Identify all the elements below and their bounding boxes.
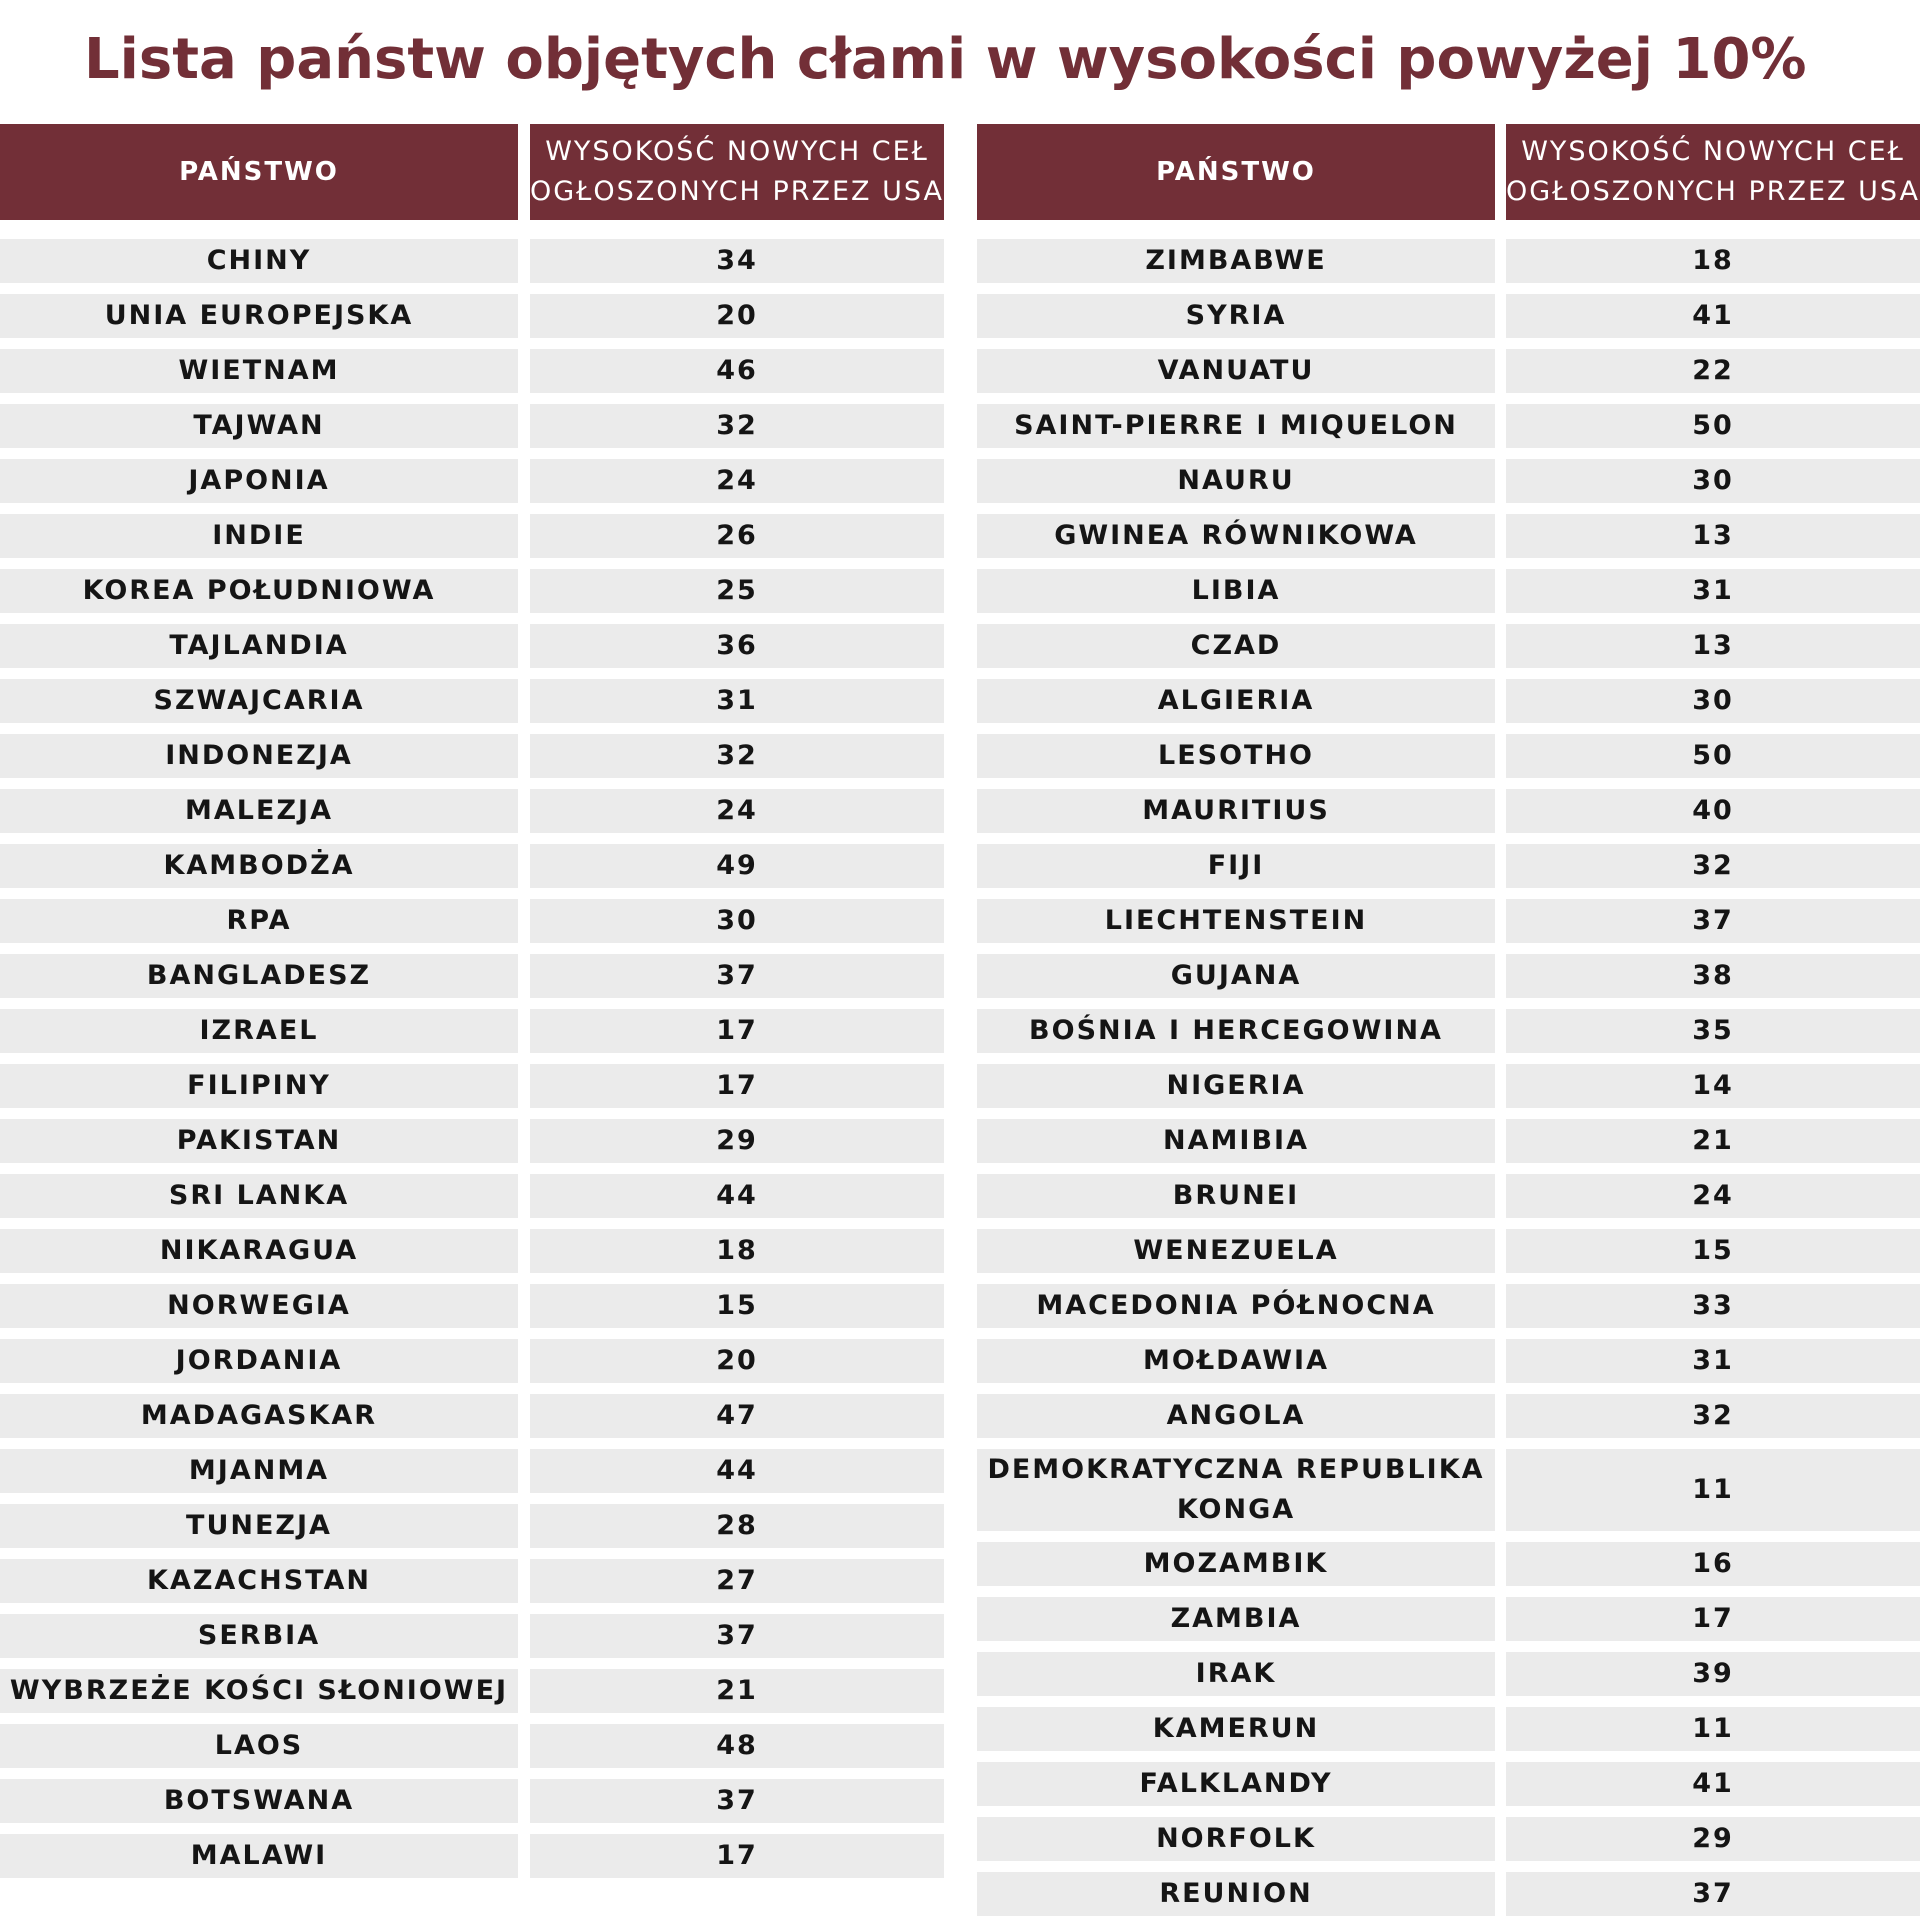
country-cell: JAPONIA xyxy=(0,459,518,503)
country-cell: WIETNAM xyxy=(0,349,518,393)
table-row xyxy=(0,294,944,338)
tariff-cell: 17 xyxy=(530,1834,944,1878)
country-cell: ZAMBIA xyxy=(977,1597,1495,1641)
tariff-cell: 16 xyxy=(1506,1542,1920,1586)
country-cell: NIGERIA xyxy=(977,1064,1495,1108)
table-row xyxy=(977,679,1920,723)
page-title: Lista państw objętych cłami w wysokości powyżej 10% xyxy=(84,27,1807,92)
tariff-cell: 32 xyxy=(530,404,944,448)
tariff-cell: 17 xyxy=(530,1009,944,1053)
tariff-cell: 20 xyxy=(530,1339,944,1383)
country-cell: TAJWAN xyxy=(0,404,518,448)
country-cell: ZIMBABWE xyxy=(977,239,1495,283)
table-row xyxy=(977,239,1920,283)
table-row xyxy=(0,679,944,723)
country-cell: KAMERUN xyxy=(977,1707,1495,1751)
country-cell: RPA xyxy=(0,899,518,943)
table-row xyxy=(0,899,944,943)
country-cell: NORFOLK xyxy=(977,1817,1495,1861)
tariff-cell: 17 xyxy=(530,1064,944,1108)
country-cell: MOZAMBIK xyxy=(977,1542,1495,1586)
tariff-cell: 21 xyxy=(530,1669,944,1713)
country-cell: NIKARAGUA xyxy=(0,1229,518,1273)
country-cell: NAURU xyxy=(977,459,1495,503)
table-body xyxy=(977,239,1920,1916)
tariff-cell: 18 xyxy=(530,1229,944,1273)
table-row xyxy=(977,1229,1920,1273)
table-row xyxy=(0,459,944,503)
country-cell: FALKLANDY xyxy=(977,1762,1495,1806)
tariff-table-left xyxy=(0,124,944,1889)
table-row xyxy=(0,1119,944,1163)
table-row xyxy=(977,844,1920,888)
tariff-cell: 31 xyxy=(1506,569,1920,613)
country-cell: SZWAJCARIA xyxy=(0,679,518,723)
table-row xyxy=(0,404,944,448)
tariff-cell: 24 xyxy=(1506,1174,1920,1218)
country-cell: FIJI xyxy=(977,844,1495,888)
tariff-cell: 40 xyxy=(1506,789,1920,833)
table-row xyxy=(977,1597,1920,1641)
table-row xyxy=(977,624,1920,668)
tariff-cell: 29 xyxy=(1506,1817,1920,1861)
country-cell: NORWEGIA xyxy=(0,1284,518,1328)
table-row xyxy=(977,1174,1920,1218)
tariff-cell: 21 xyxy=(1506,1119,1920,1163)
country-cell: MALAWI xyxy=(0,1834,518,1878)
table-row xyxy=(977,1707,1920,1751)
country-cell: LIECHTENSTEIN xyxy=(977,899,1495,943)
table-row xyxy=(0,954,944,998)
country-cell: GUJANA xyxy=(977,954,1495,998)
tariff-cell: 41 xyxy=(1506,1762,1920,1806)
table-row xyxy=(977,1652,1920,1696)
country-cell: INDIE xyxy=(0,514,518,558)
tariff-cell: 30 xyxy=(1506,459,1920,503)
country-cell: FILIPINY xyxy=(0,1064,518,1108)
country-cell: WENEZUELA xyxy=(977,1229,1495,1273)
country-cell: JORDANIA xyxy=(0,1339,518,1383)
tariff-cell: 47 xyxy=(530,1394,944,1438)
table-row xyxy=(977,404,1920,448)
table-row xyxy=(977,294,1920,338)
country-cell: LESOTHO xyxy=(977,734,1495,778)
table-row xyxy=(0,1559,944,1603)
tariff-cell: 31 xyxy=(530,679,944,723)
tariff-cell: 46 xyxy=(530,349,944,393)
table-row xyxy=(977,1542,1920,1586)
tariff-cell: 15 xyxy=(1506,1229,1920,1273)
country-cell: IZRAEL xyxy=(0,1009,518,1053)
table-row xyxy=(0,569,944,613)
table-row xyxy=(0,1614,944,1658)
country-cell: MOŁDAWIA xyxy=(977,1339,1495,1383)
tariff-cell: 28 xyxy=(530,1504,944,1548)
tariff-cell: 25 xyxy=(530,569,944,613)
table-row xyxy=(977,1817,1920,1861)
table-row xyxy=(0,734,944,778)
table-row xyxy=(977,1119,1920,1163)
table-row xyxy=(0,239,944,283)
tariff-cell: 24 xyxy=(530,789,944,833)
table-row xyxy=(977,1284,1920,1328)
table-row xyxy=(0,624,944,668)
tariff-cell: 44 xyxy=(530,1449,944,1493)
country-cell: REUNION xyxy=(977,1872,1495,1916)
tariff-cell: 11 xyxy=(1506,1707,1920,1751)
table-row xyxy=(977,789,1920,833)
table-row xyxy=(977,734,1920,778)
tariff-cell: 37 xyxy=(530,954,944,998)
tariff-cell: 48 xyxy=(530,1724,944,1768)
tariff-cell: 20 xyxy=(530,294,944,338)
tariff-cell: 27 xyxy=(530,1559,944,1603)
tariff-cell: 18 xyxy=(1506,239,1920,283)
table-row xyxy=(977,1449,1920,1531)
table-row xyxy=(977,1009,1920,1053)
tariff-cell: 30 xyxy=(1506,679,1920,723)
table-row xyxy=(0,844,944,888)
country-cell: KAMBODŻA xyxy=(0,844,518,888)
table-row xyxy=(0,1504,944,1548)
tariff-cell: 32 xyxy=(1506,844,1920,888)
table-row xyxy=(0,1284,944,1328)
table-row xyxy=(0,1009,944,1053)
tariff-cell: 22 xyxy=(1506,349,1920,393)
country-cell: NAMIBIA xyxy=(977,1119,1495,1163)
country-cell: SRI LANKA xyxy=(0,1174,518,1218)
table-row xyxy=(977,954,1920,998)
tariff-cell: 37 xyxy=(1506,1872,1920,1916)
table-row xyxy=(977,349,1920,393)
tariff-cell: 15 xyxy=(530,1284,944,1328)
tariff-cell: 11 xyxy=(1506,1449,1920,1531)
tariff-cell: 37 xyxy=(1506,899,1920,943)
country-cell: TAJLANDIA xyxy=(0,624,518,668)
tariff-cell: 49 xyxy=(530,844,944,888)
table-row xyxy=(0,1669,944,1713)
tariff-table-right xyxy=(977,124,1920,1927)
country-cell: UNIA EUROPEJSKA xyxy=(0,294,518,338)
tariff-cell: 33 xyxy=(1506,1284,1920,1328)
country-cell: SERBIA xyxy=(0,1614,518,1658)
country-cell: MAURITIUS xyxy=(977,789,1495,833)
country-cell: BANGLADESZ xyxy=(0,954,518,998)
tariff-cell: 17 xyxy=(1506,1597,1920,1641)
column-header-country: PAŃSTWO xyxy=(0,124,518,220)
tariff-cell: 14 xyxy=(1506,1064,1920,1108)
country-cell: ALGIERIA xyxy=(977,679,1495,723)
tariff-cell: 50 xyxy=(1506,734,1920,778)
tariff-cell: 50 xyxy=(1506,404,1920,448)
country-cell: SYRIA xyxy=(977,294,1495,338)
column-header-tariff: WYSOKOŚĆ NOWYCH CEŁ OGŁOSZONYCH PRZEZ USA xyxy=(530,124,944,220)
tariff-cell: 37 xyxy=(530,1614,944,1658)
table-row xyxy=(0,1779,944,1823)
table-row xyxy=(977,514,1920,558)
country-cell: INDONEZJA xyxy=(0,734,518,778)
table-row xyxy=(977,1872,1920,1916)
country-cell: KOREA POŁUDNIOWA xyxy=(0,569,518,613)
tariff-cell: 13 xyxy=(1506,624,1920,668)
tariff-cell: 38 xyxy=(1506,954,1920,998)
country-cell: CZAD xyxy=(977,624,1495,668)
country-cell: DEMOKRATYCZNA REPUBLIKA KONGA xyxy=(977,1449,1495,1531)
tariff-cell: 30 xyxy=(530,899,944,943)
tariff-cell: 41 xyxy=(1506,294,1920,338)
country-cell: CHINY xyxy=(0,239,518,283)
tariff-cell: 39 xyxy=(1506,1652,1920,1696)
country-cell: LAOS xyxy=(0,1724,518,1768)
country-cell: SAINT-PIERRE I MIQUELON xyxy=(977,404,1495,448)
country-cell: GWINEA RÓWNIKOWA xyxy=(977,514,1495,558)
table-row xyxy=(0,1724,944,1768)
country-cell: PAKISTAN xyxy=(0,1119,518,1163)
country-cell: IRAK xyxy=(977,1652,1495,1696)
table-row xyxy=(0,1449,944,1493)
table-row xyxy=(977,899,1920,943)
country-cell: VANUATU xyxy=(977,349,1495,393)
table-row xyxy=(0,1229,944,1273)
table-row xyxy=(977,1394,1920,1438)
table-body xyxy=(0,239,944,1878)
tariff-cell: 32 xyxy=(1506,1394,1920,1438)
country-cell: WYBRZEŻE KOŚCI SŁONIOWEJ xyxy=(0,1669,518,1713)
tariff-cell: 31 xyxy=(1506,1339,1920,1383)
tariff-cell: 26 xyxy=(530,514,944,558)
tariff-cell: 35 xyxy=(1506,1009,1920,1053)
table-row xyxy=(0,514,944,558)
tariff-cell: 36 xyxy=(530,624,944,668)
tariff-cell: 37 xyxy=(530,1779,944,1823)
table-row xyxy=(0,789,944,833)
table-row xyxy=(0,1064,944,1108)
country-cell: BOTSWANA xyxy=(0,1779,518,1823)
tariff-cell: 29 xyxy=(530,1119,944,1163)
table-row xyxy=(0,349,944,393)
country-cell: MALEZJA xyxy=(0,789,518,833)
country-cell: ANGOLA xyxy=(977,1394,1495,1438)
tariff-cell: 32 xyxy=(530,734,944,778)
column-header-country: PAŃSTWO xyxy=(977,124,1495,220)
country-cell: KAZACHSTAN xyxy=(0,1559,518,1603)
tariff-cell: 13 xyxy=(1506,514,1920,558)
table-row xyxy=(0,1394,944,1438)
column-header-tariff: WYSOKOŚĆ NOWYCH CEŁ OGŁOSZONYCH PRZEZ USA xyxy=(1506,124,1920,220)
country-cell: MACEDONIA PÓŁNOCNA xyxy=(977,1284,1495,1328)
country-cell: BOŚNIA I HERCEGOWINA xyxy=(977,1009,1495,1053)
table-row xyxy=(0,1174,944,1218)
table-row xyxy=(977,1762,1920,1806)
table-header-row xyxy=(0,124,944,220)
country-cell: TUNEZJA xyxy=(0,1504,518,1548)
tariff-cell: 24 xyxy=(530,459,944,503)
country-cell: MADAGASKAR xyxy=(0,1394,518,1438)
country-cell: BRUNEI xyxy=(977,1174,1495,1218)
tariff-cell: 34 xyxy=(530,239,944,283)
table-row xyxy=(0,1834,944,1878)
country-cell: MJANMA xyxy=(0,1449,518,1493)
table-row xyxy=(977,569,1920,613)
country-cell: LIBIA xyxy=(977,569,1495,613)
tariff-cell: 44 xyxy=(530,1174,944,1218)
table-row xyxy=(0,1339,944,1383)
table-row xyxy=(977,1064,1920,1108)
table-row xyxy=(977,1339,1920,1383)
table-row xyxy=(977,459,1920,503)
table-header-row xyxy=(977,124,1920,220)
